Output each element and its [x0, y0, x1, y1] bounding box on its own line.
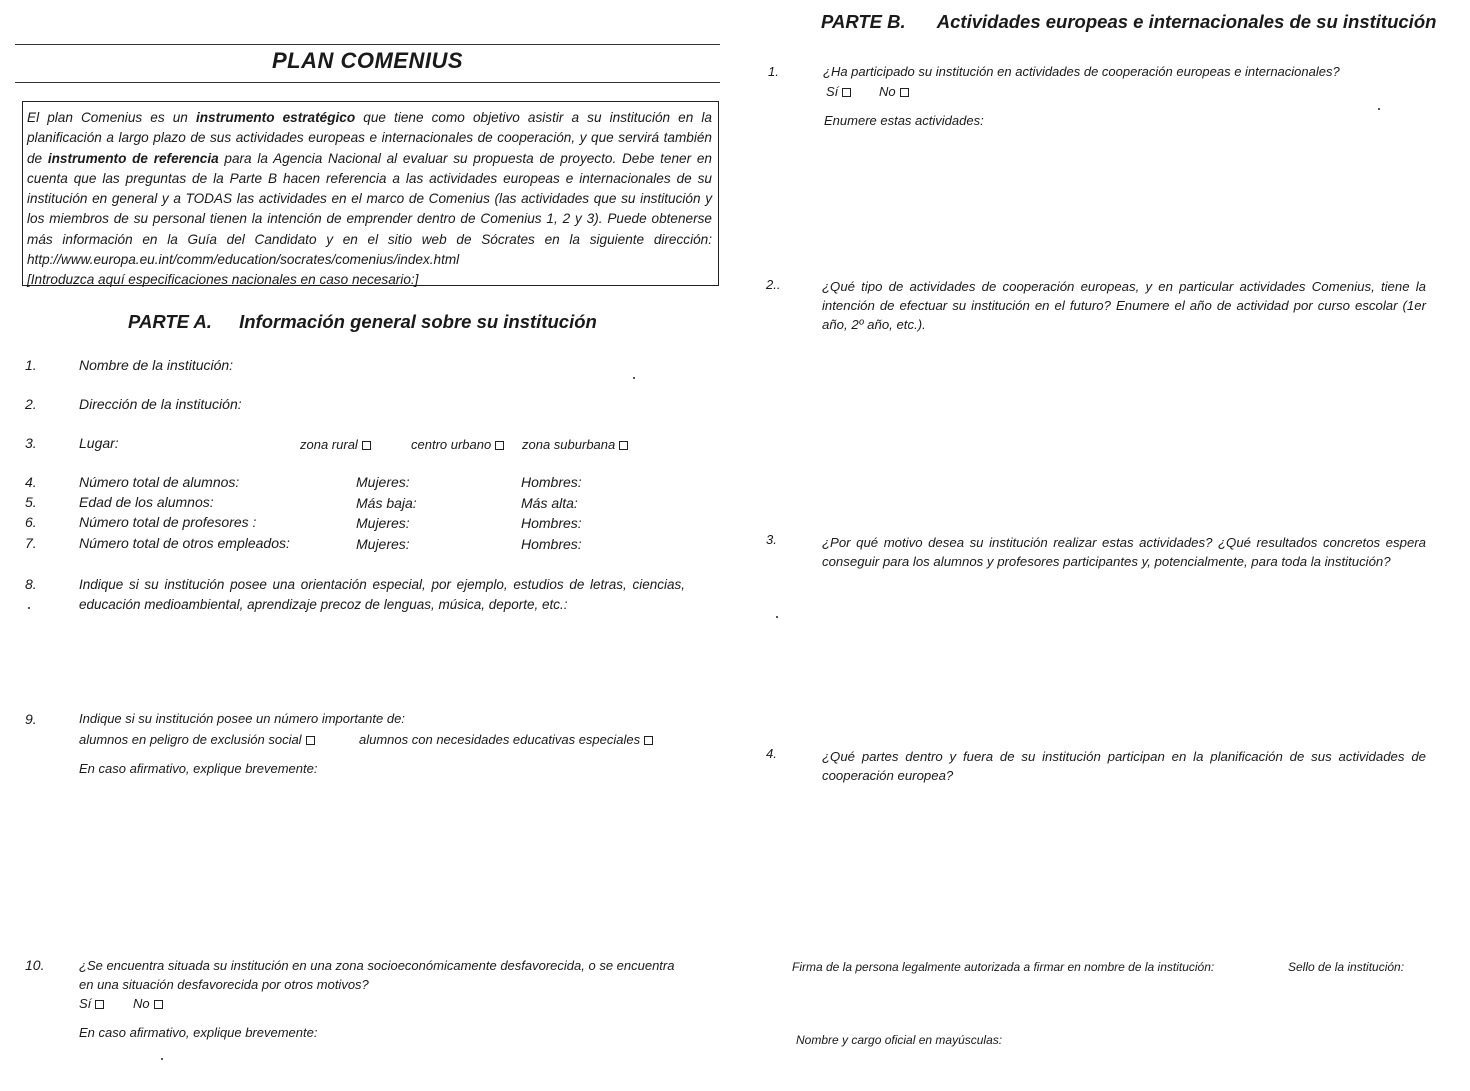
scan-speck	[161, 1058, 163, 1060]
q6-women-label: Mujeres:	[356, 515, 410, 531]
b1-no-checkbox[interactable]	[900, 88, 909, 97]
q10-no-label: No	[133, 996, 150, 1011]
rural-option[interactable]	[300, 437, 371, 452]
q1-label: Nombre de la institución:	[79, 357, 234, 373]
q10-no-option[interactable]	[133, 996, 163, 1011]
q9-label: Indique si su institución posee un número importante de:	[79, 711, 405, 726]
q3-label: Lugar:	[79, 435, 119, 451]
q10-number: 10.	[25, 957, 45, 973]
part-a-title: Información general sobre su institución	[239, 311, 597, 332]
q6-men-label: Hombres:	[521, 515, 582, 531]
part-b-label: PARTE B.	[821, 11, 906, 32]
b1-followup: Enumere estas actividades:	[824, 113, 984, 128]
q5-number: 5.	[25, 494, 37, 510]
intro-bold-1: instrumento estratégico	[195, 110, 356, 125]
suburban-option-label: zona suburbana	[522, 437, 616, 452]
q7-men-label: Hombres:	[521, 536, 582, 552]
b1-yes-checkbox[interactable]	[842, 88, 851, 97]
b4-number: 4.	[766, 746, 777, 761]
q10-yes-checkbox[interactable]	[95, 1000, 104, 1009]
b1-yes-label: Sí	[826, 84, 839, 99]
intro-box	[22, 101, 719, 286]
q5-label: Edad de los alumnos:	[79, 494, 214, 510]
scan-speck	[633, 377, 635, 379]
urban-option[interactable]	[411, 437, 504, 452]
q4-number: 4.	[25, 474, 37, 490]
q7-number: 7.	[25, 535, 37, 551]
exclusion-checkbox[interactable]	[306, 736, 315, 745]
q3-number: 3.	[25, 435, 37, 451]
special-needs-option-label: alumnos con necesidades educativas especiales	[359, 732, 641, 747]
q4-label: Número total de alumnos:	[79, 474, 240, 490]
q10-yes-option[interactable]	[79, 996, 104, 1011]
part-b-heading	[821, 11, 1436, 33]
urban-checkbox[interactable]	[495, 441, 504, 450]
b1-no-label: No	[879, 84, 896, 99]
scan-speck	[1378, 108, 1380, 110]
exclusion-option[interactable]	[79, 732, 315, 747]
rural-option-label: zona rural	[300, 437, 358, 452]
scan-speck	[776, 616, 778, 618]
intro-text-1: El plan Comenius es un	[27, 110, 196, 125]
q4-men-label: Hombres:	[521, 474, 582, 490]
q6-number: 6.	[25, 514, 37, 530]
q10-yes-label: Sí	[79, 996, 92, 1011]
seal-label: Sello de la institución:	[1288, 960, 1405, 974]
q5-min-label: Más baja:	[356, 495, 417, 511]
q4-women-label: Mujeres:	[356, 474, 410, 490]
q10-no-checkbox[interactable]	[154, 1000, 163, 1009]
intro-text-3: para la Agencia Nacional al evaluar su propuesta de proyecto. Debe tener en cuenta que las preguntas de la Parte B hacen referencia a las actividades europeas e internacionales de su institución en general y a TODAS las actividades en el marco de Comenius (las actividades que su institución y los miembros de su personal tienen la intención de emprender dentro de Comenius 1, 2 y 3). Puede obtenerse más información en la Guía del Candidato y en el sitio web de Sócrates en la siguiente dirección: http://www.europa.eu.int/comm/education/socrates/comenius/index.html	[27, 150, 712, 268]
q1-number: 1.	[25, 357, 37, 373]
intro-bold-2: instrumento de referencia	[47, 150, 219, 166]
urban-option-label: centro urbano	[411, 437, 492, 452]
special-needs-option[interactable]	[359, 732, 653, 747]
q8-label: Indique si su institución posee una orientación especial, por ejemplo, estudios de letras, ciencias, educación medioambiental, aprendizaje precoz de lenguas, música, deporte, etc.:	[79, 577, 685, 612]
q8-number: 8.	[25, 576, 37, 592]
scan-speck	[28, 607, 30, 609]
q9-followup: En caso afirmativo, explique brevemente:	[79, 761, 318, 776]
suburban-option[interactable]	[522, 437, 628, 452]
b3-label: ¿Por qué motivo desea su institución realizar estas actividades? ¿Qué resultados concretos espera conseguir para los alumnos y profesores participantes y, potencialmente, para toda la institución?	[822, 535, 1426, 569]
q5-max-label: Más alta:	[521, 495, 578, 511]
top-rule	[15, 44, 720, 45]
q2-number: 2.	[25, 396, 37, 412]
q9-number: 9.	[25, 711, 37, 727]
intro-note: [Introduzca aquí especificaciones nacionales en caso necesario:]	[27, 272, 419, 288]
special-needs-checkbox[interactable]	[644, 736, 653, 745]
name-position-label: Nombre y cargo oficial en mayúsculas:	[796, 1033, 1003, 1047]
b1-number: 1.	[768, 64, 779, 79]
b2-number: 2..	[766, 277, 781, 292]
part-b-title: Actividades europeas e internacionales de su institución	[936, 11, 1437, 32]
part-a-heading	[128, 311, 597, 333]
q2-label: Dirección de la institución:	[79, 396, 242, 412]
intro-text	[27, 108, 712, 270]
b3-number: 3.	[766, 532, 777, 547]
b2-label: ¿Qué tipo de actividades de cooperación europeas, y en particular actividades Comenius, tiene la intención de efectuar su institución en el futuro? Enumere el año de actividad por curso escolar (1er año, 2º año, etc.).	[822, 279, 1426, 332]
page-title: PLAN COMENIUS	[271, 48, 464, 73]
rural-checkbox[interactable]	[362, 441, 371, 450]
part-a-label: PARTE A.	[128, 311, 212, 332]
q10-label: ¿Se encuentra situada su institución en una zona socioeconómicamente desfavorecida, o se encuentra en una situación desfavorecida por otros motivos?	[79, 958, 675, 992]
exclusion-option-label: alumnos en peligro de exclusión social	[79, 732, 302, 747]
b1-label: ¿Ha participado su institución en actividades de cooperación europeas e internacionales?	[823, 64, 1340, 79]
q7-women-label: Mujeres:	[356, 536, 410, 552]
q6-label: Número total de profesores :	[79, 514, 257, 530]
signature-label: Firma de la persona legalmente autorizada a firmar en nombre de la institución:	[792, 960, 1215, 974]
title-rule	[15, 82, 720, 83]
b4-label: ¿Qué partes dentro y fuera de su institución participan en la planificación de sus actividades de cooperación europea?	[822, 749, 1426, 783]
intro-text-2: que tiene como objetivo asistir a su institución en la planificación a largo plazo de sus actividades europeas e internacionales de cooperación, y que servirá también de	[27, 110, 712, 166]
suburban-checkbox[interactable]	[619, 441, 628, 450]
q7-label: Número total de otros empleados:	[79, 535, 290, 551]
q10-followup: En caso afirmativo, explique brevemente:	[79, 1025, 318, 1040]
b1-no-option[interactable]	[879, 84, 909, 99]
b1-yes-option[interactable]	[826, 84, 851, 99]
